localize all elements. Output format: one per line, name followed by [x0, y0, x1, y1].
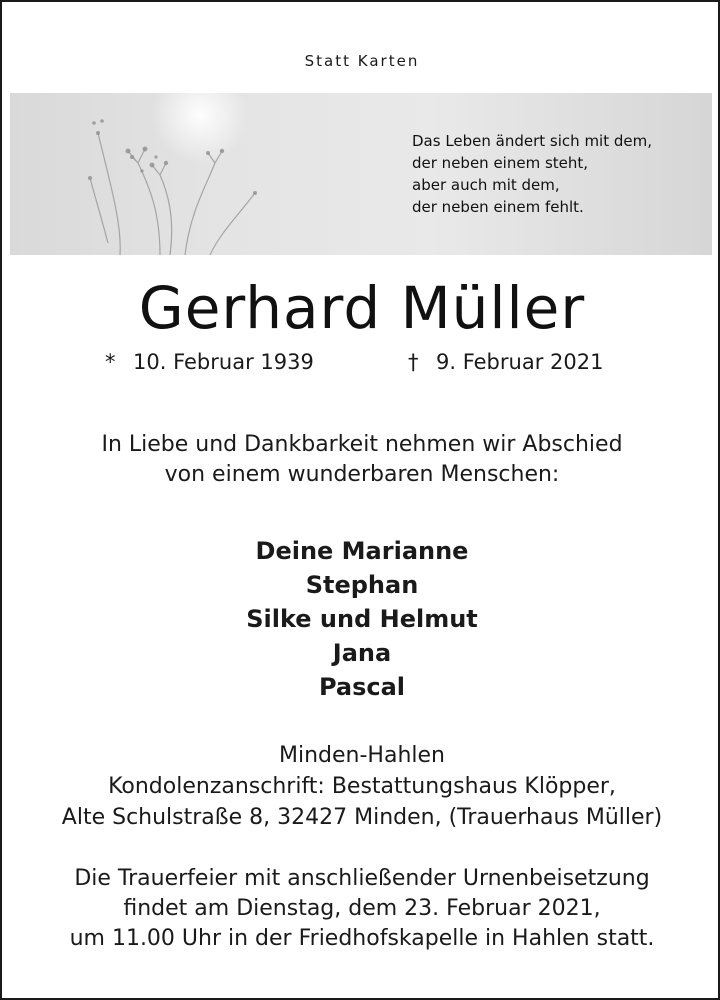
- quote-line: der neben einem steht,: [412, 154, 589, 172]
- address-line: Minden-Hahlen: [279, 743, 445, 768]
- farewell-text: [2, 430, 720, 490]
- family-name: Jana: [332, 639, 392, 667]
- quote-line: Das Leben ändert sich mit dem,: [412, 132, 652, 150]
- farewell-line: von einem wunderbaren Menschen:: [164, 462, 560, 487]
- birth-date-line: [105, 348, 314, 376]
- family-name: Deine Marianne: [255, 537, 469, 565]
- family-name: Silke und Helmut: [246, 605, 478, 633]
- birth-star-icon: *: [105, 350, 116, 374]
- family-names: [2, 534, 720, 704]
- quote-line: der neben einem fehlt.: [412, 198, 584, 216]
- address-line: Alte Schulstraße 8, 32427 Minden, (Trauerhaus Müller): [61, 805, 663, 830]
- header-label: Statt Karten: [304, 52, 420, 70]
- funeral-service-info: [2, 864, 720, 954]
- birth-date: 10. Februar 1939: [133, 350, 314, 374]
- death-date: 9. Februar 2021: [436, 350, 604, 374]
- address-line: Kondolenzanschrift: Bestattungshaus Klöpper,: [108, 774, 616, 799]
- service-line: findet am Dienstag, dem 23. Februar 2021,: [123, 896, 601, 921]
- family-name: Pascal: [318, 673, 406, 701]
- condolence-address: [2, 740, 720, 833]
- death-date-line: [408, 348, 603, 376]
- service-line: um 11.00 Uhr in der Friedhofskapelle in Hahlen statt.: [69, 926, 655, 951]
- family-name: Stephan: [305, 571, 419, 599]
- quote-line: aber auch mit dem,: [412, 176, 560, 194]
- farewell-line: In Liebe und Dankbarkeit nehmen wir Abschied: [101, 432, 623, 457]
- service-line: Die Trauerfeier mit anschließender Urnenbeisetzung: [74, 866, 650, 891]
- death-cross-icon: †: [408, 350, 419, 374]
- deceased-name: Gerhard Müller: [138, 274, 586, 342]
- memorial-quote: [412, 130, 652, 218]
